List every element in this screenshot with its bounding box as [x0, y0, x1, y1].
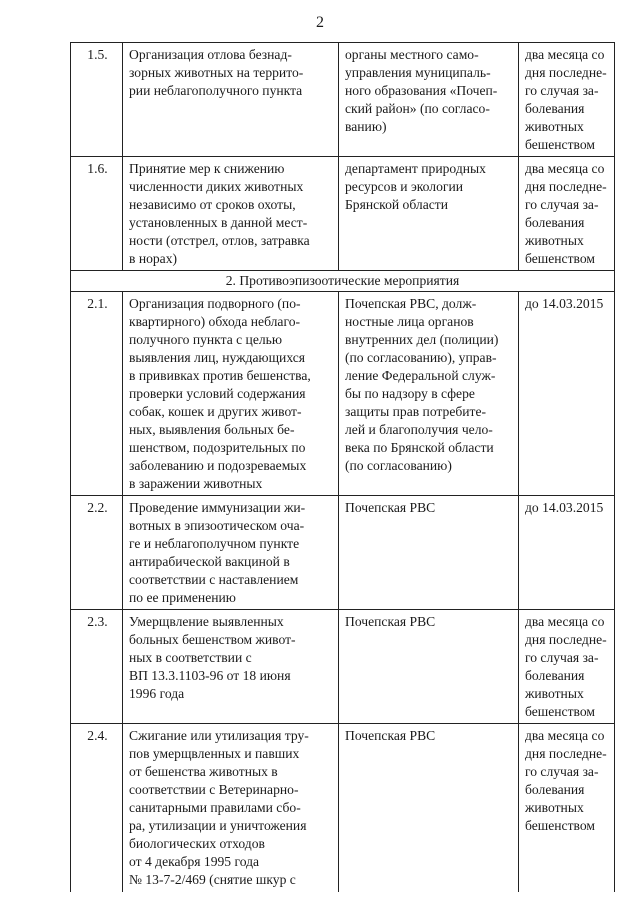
table-row [71, 724, 615, 892]
page-number: 2 [316, 14, 324, 31]
executor-cell: департамент природных ресурсов и экологии Брянской области [339, 157, 519, 271]
deadline-cell: до 14.03.2015 [519, 496, 615, 610]
action-cell: Принятие мер к снижению численности диких животных независимо от сроков охоты, установленных в данной мест- ности (отстрел, отлов, затравка в норах) [123, 157, 339, 271]
action-cell: Сжигание или утилизация тру- пов умерщвленных и павших от бешенства животных в соответствии с Ветеринарно- санитарными правилами сбо- ра, утилизации и уничтожения биологических отходов от 4 декабря 1995 года № 13-7-2/469 (снятие шкур с [123, 724, 339, 892]
item-number: 2.1. [71, 292, 123, 496]
action-cell: Проведение иммунизации жи- вотных в эпизоотическом оча- ге и неблагополучном пункте антирабической вакциной в соответствии с наставлением по ее применению [123, 496, 339, 610]
deadline-cell: два месяца со дня последне- го случая за- болевания животных бешенством [519, 724, 615, 892]
section-title: 2. Противоэпизоотические мероприятия [71, 271, 615, 292]
executor-cell: Почепская РВС [339, 724, 519, 892]
action-cell: Организация подворного (по- квартирного) обхода неблаго- получного пункта с целью выявления лиц, нуждающихся в прививках против бешенства, проверки условий содержания собак, кошек и других живот- ных, выявления больных бе- шенством, подозрительных по заболеванию и подозреваемых в заражении животных [123, 292, 339, 496]
measures-table [70, 42, 615, 892]
action-cell: Организация отлова безнад- зорных животных на террито- рии неблагополучного пункта [123, 43, 339, 157]
action-cell: Умерщвление выявленных больных бешенством живот- ных в соответствии с ВП 13.3.1103-96 от 18 июня 1996 года [123, 610, 339, 724]
item-number: 1.5. [71, 43, 123, 157]
item-number: 2.4. [71, 724, 123, 892]
executor-cell: Почепская РВС, долж- ностные лица органов внутренних дел (полиции) (по согласованию), управ- ление Федеральной служ- бы по надзору в сфере защиты прав потребите- лей и благополучия чело- века по Брянской области (по согласованию) [339, 292, 519, 496]
deadline-cell: до 14.03.2015 [519, 292, 615, 496]
table-row [71, 292, 615, 496]
table-row [71, 43, 615, 157]
executor-cell: органы местного само- управления муниципаль- ного образования «Почеп- ский район» (по согласо- ванию) [339, 43, 519, 157]
deadline-cell: два месяца со дня последне- го случая за- болевания животных бешенством [519, 610, 615, 724]
item-number: 2.3. [71, 610, 123, 724]
item-number: 2.2. [71, 496, 123, 610]
item-number: 1.6. [71, 157, 123, 271]
table-row [71, 157, 615, 271]
executor-cell: Почепская РВС [339, 610, 519, 724]
deadline-cell: два месяца со дня последне- го случая за- болевания животных бешенством [519, 157, 615, 271]
section-heading-row [71, 271, 615, 292]
deadline-cell: два месяца со дня последне- го случая за- болевания животных бешенством [519, 43, 615, 157]
executor-cell: Почепская РВС [339, 496, 519, 610]
table-row [71, 610, 615, 724]
table-row [71, 496, 615, 610]
